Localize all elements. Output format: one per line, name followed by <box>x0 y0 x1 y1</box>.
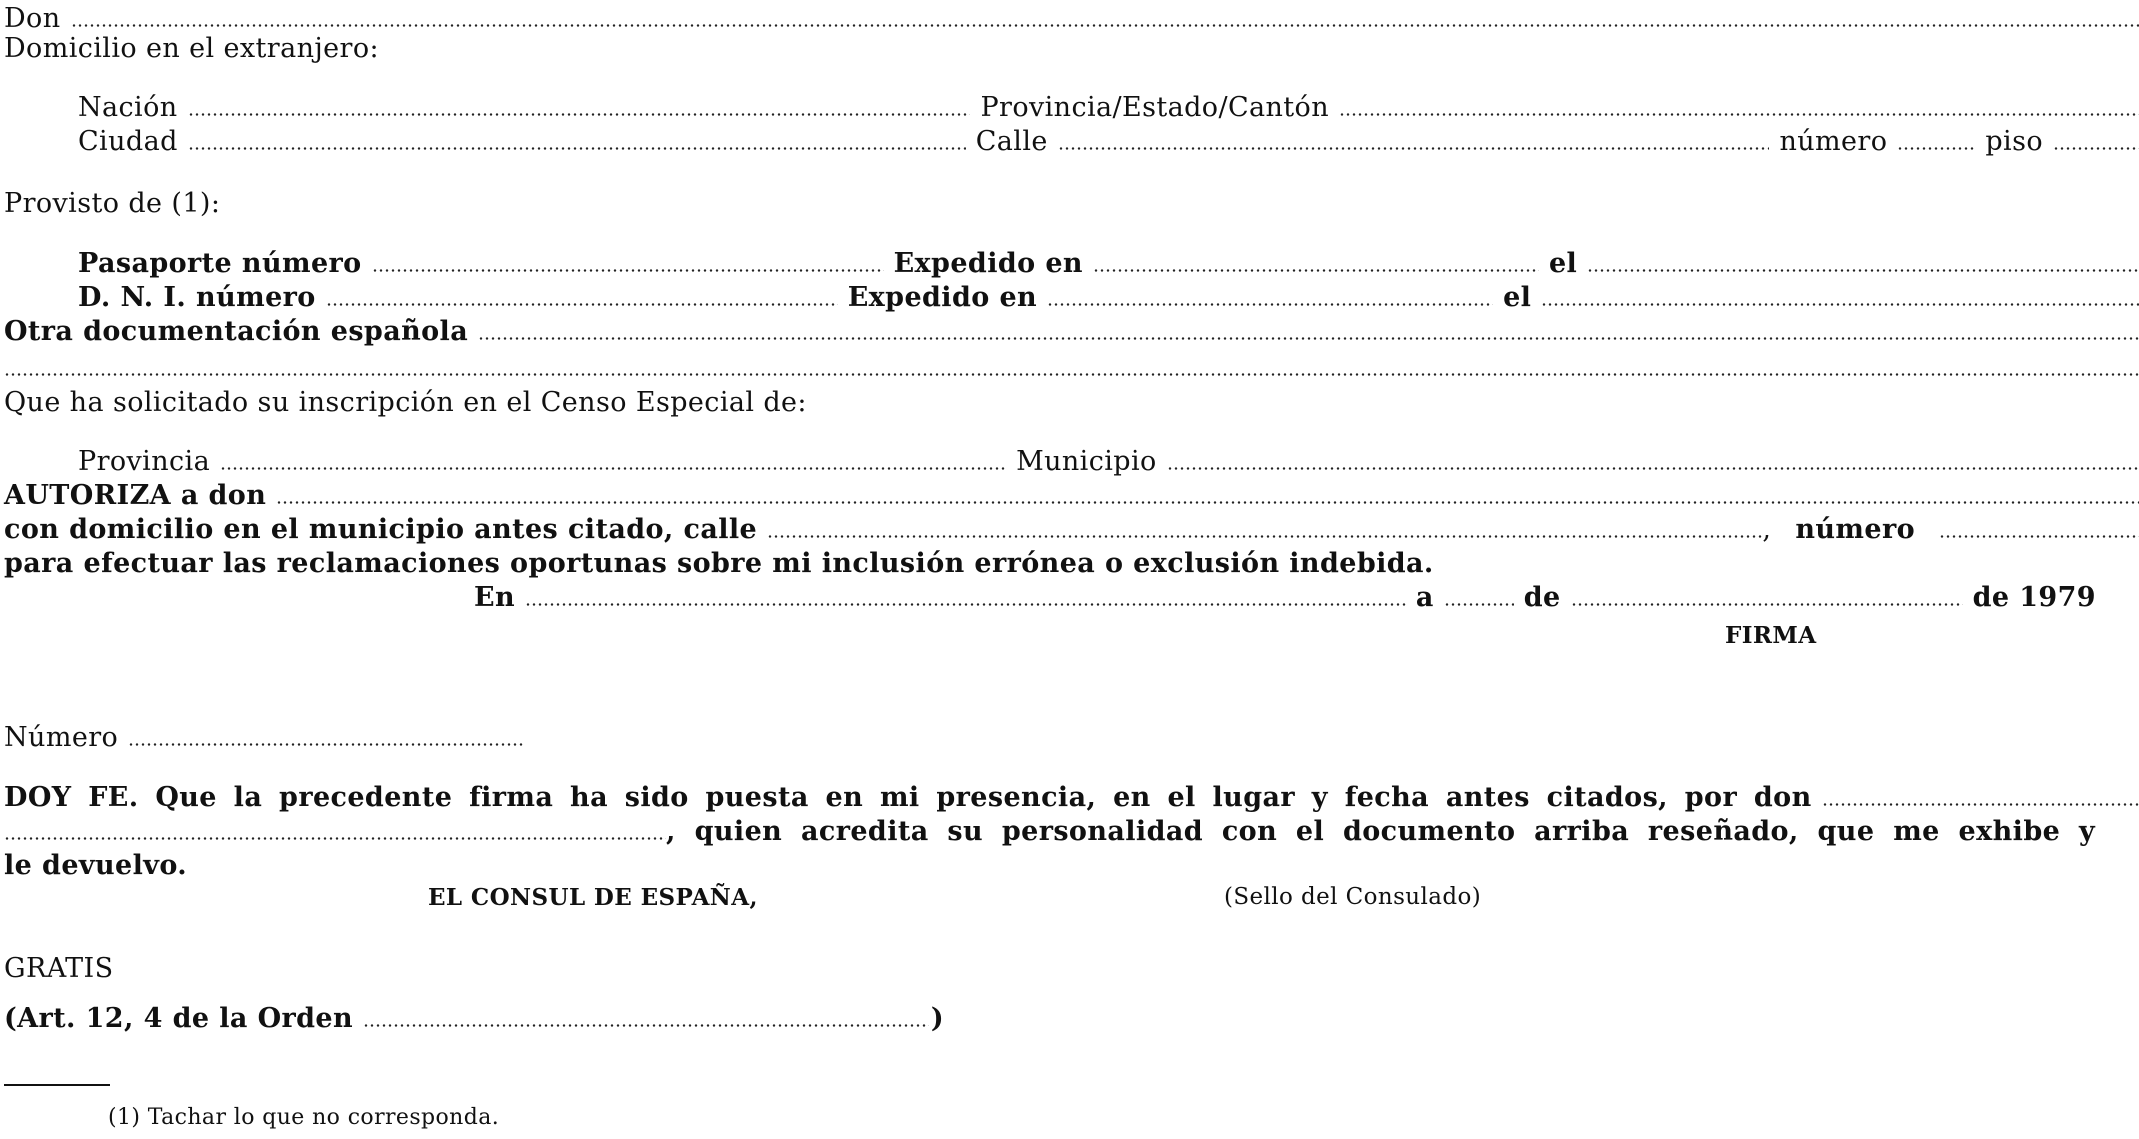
a-label: a <box>1415 582 1434 613</box>
consul-label: EL CONSUL DE ESPAÑA, <box>428 884 758 911</box>
piso-field[interactable] <box>2053 147 2139 150</box>
acredita-text: , quien acredita su personalidad con el documento arriba reseñado, que me exhibe y <box>666 816 2096 847</box>
dni-line <box>78 279 2139 313</box>
provincia-field[interactable] <box>220 467 1006 470</box>
firma-label: FIRMA <box>1725 622 1817 649</box>
otra-doc-line <box>4 313 2139 347</box>
don-label: Don <box>4 3 61 34</box>
gratis-label: GRATIS <box>4 953 114 984</box>
lugar-field[interactable] <box>525 603 1406 606</box>
numero-registro-line <box>4 719 524 753</box>
orden-field[interactable] <box>363 1024 929 1027</box>
don-field[interactable] <box>71 24 2139 27</box>
doy-fe-line <box>4 779 2139 813</box>
lugar-fecha-line <box>474 579 2096 613</box>
provisto-heading: Provisto de (1): <box>4 188 221 219</box>
otra-doc-label: Otra documentación española <box>4 316 469 347</box>
municipio-field[interactable] <box>1167 467 2139 470</box>
acredita-line <box>4 813 2139 847</box>
doy-fe-text: DOY FE. Que la precedente firma ha sido puesta en mi presencia, en el lugar y fecha antes citados, por don <box>4 782 1812 813</box>
pasaporte-fecha-field[interactable] <box>1587 269 2139 272</box>
numero-registro-field[interactable] <box>128 743 524 746</box>
provincia-estado-label: Provincia/Estado/Cantón <box>980 92 1329 123</box>
pasaporte-expedido-label: Expedido en <box>893 248 1083 279</box>
dia-field[interactable] <box>1444 603 1514 606</box>
devuelvo-text: le devuelvo. <box>4 850 188 881</box>
dni-label: D. N. I. número <box>78 282 316 313</box>
pasaporte-expedido-field[interactable] <box>1093 269 1539 272</box>
piso-label: piso <box>1985 126 2043 157</box>
otra-doc-field-continued[interactable] <box>4 373 2139 376</box>
de-label: de <box>1523 582 1561 613</box>
en-label: En <box>474 582 516 613</box>
nacion-field[interactable] <box>188 113 971 116</box>
dni-expedido-field[interactable] <box>1047 303 1493 306</box>
censo-heading: Que ha solicitado su inscripción en el Censo Especial de: <box>4 387 807 418</box>
numero-registro-label: Número <box>4 722 119 753</box>
gratis-line <box>4 950 2139 984</box>
doy-fe-don-field[interactable] <box>1822 803 2139 806</box>
ciudad-field[interactable] <box>188 147 966 150</box>
domicilio-heading: Domicilio en el extranjero: <box>4 33 380 64</box>
nacion-line <box>78 89 2139 123</box>
domicilio-numero-label: número <box>1795 514 1915 545</box>
numero-field[interactable] <box>1897 147 1975 150</box>
dni-field[interactable] <box>326 303 838 306</box>
domicilio-calle-field[interactable] <box>767 535 1762 538</box>
art-line <box>4 1000 944 1034</box>
sello-label: (Sello del Consulado) <box>1224 884 1482 910</box>
reclamaciones-text: para efectuar las reclamaciones oportunas sobre mi inclusión errónea o exclusión indebida. <box>4 548 1434 579</box>
pasaporte-field[interactable] <box>372 269 884 272</box>
doy-fe-don-field-continued[interactable] <box>4 837 666 840</box>
domicilio-municipio-label: con domicilio en el municipio antes citado, calle <box>4 514 758 545</box>
municipio-label: Municipio <box>1016 446 1157 477</box>
footnote-rule <box>4 1084 110 1086</box>
pasaporte-line <box>78 245 2139 279</box>
devuelvo-line <box>4 847 2139 881</box>
domicilio-numero-field[interactable] <box>1939 535 2139 538</box>
pasaporte-el-label: el <box>1548 248 1578 279</box>
calle-label: Calle <box>975 126 1048 157</box>
dni-el-label: el <box>1503 282 1532 313</box>
nacion-label: Nación <box>78 92 178 123</box>
don-line <box>4 0 2139 34</box>
autoriza-line <box>4 477 2139 511</box>
art-close: ) <box>930 1003 944 1034</box>
provincia-municipio-line <box>78 443 2139 477</box>
pasaporte-label: Pasaporte número <box>78 248 362 279</box>
provisto-line <box>4 185 2139 219</box>
provincia-label: Provincia <box>78 446 211 477</box>
domicilio-heading-line <box>4 30 2139 64</box>
dni-expedido-label: Expedido en <box>847 282 1038 313</box>
autoriza-label: AUTORIZA a don <box>4 480 267 511</box>
ciudad-label: Ciudad <box>78 126 178 157</box>
reclamaciones-line <box>4 545 2139 579</box>
censo-line <box>4 384 2139 418</box>
art-label: (Art. 12, 4 de la Orden <box>4 1003 354 1034</box>
footnote-text: (1) Tachar lo que no corresponda. <box>108 1105 500 1130</box>
autoriza-field[interactable] <box>276 501 2139 504</box>
numero-label: número <box>1779 126 1888 157</box>
provincia-estado-field[interactable] <box>1339 113 2139 116</box>
calle-field[interactable] <box>1058 147 1770 150</box>
domicilio-municipio-line: con domicilio en el municipio antes citado, calle , número <box>4 511 2139 545</box>
ciudad-line <box>78 123 2139 157</box>
mes-field[interactable] <box>1571 603 1963 606</box>
otra-doc-continuation-line <box>4 349 2139 383</box>
dni-fecha-field[interactable] <box>1541 303 2139 306</box>
otra-doc-field[interactable] <box>478 337 2139 340</box>
year-label: de 1979 <box>1972 582 2096 613</box>
